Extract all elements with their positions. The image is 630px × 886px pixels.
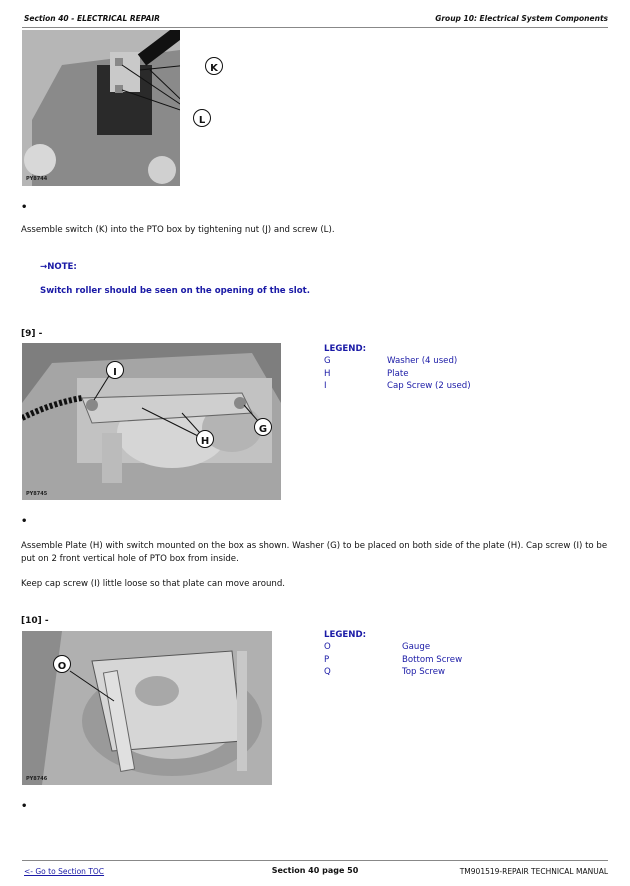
- legend-step-10: [324, 629, 462, 679]
- instruction-text: Assemble switch (K) into the PTO box by tightening nut (J) and screw (L).: [21, 225, 335, 235]
- page-number: Section 40 page 50: [271, 866, 359, 875]
- callout-l: L: [193, 109, 211, 127]
- figure-id: PY8744: [26, 176, 48, 182]
- step-10-label: [10] -: [21, 616, 49, 626]
- legend-item: O Gauge: [324, 642, 431, 652]
- go-to-section-toc-link[interactable]: <- Go to Section TOC: [24, 867, 105, 876]
- figure-id: PY8746: [26, 776, 48, 782]
- figure-py8744: [22, 30, 180, 186]
- callout-o: O: [53, 655, 71, 673]
- legend-item: P Bottom Screw: [324, 654, 463, 665]
- legend-item: H Plate: [324, 368, 409, 379]
- step-9-label: [9] -: [21, 329, 43, 339]
- figure-py8746: [22, 631, 272, 785]
- legend-step-9: [324, 343, 471, 393]
- bullet: •: [21, 202, 28, 213]
- footer-divider: [22, 860, 608, 861]
- callout-h: H: [196, 430, 214, 448]
- section-header: Section 40 - ELECTRICAL REPAIR: [24, 14, 160, 23]
- bullet: •: [21, 801, 28, 812]
- legend-title: LEGEND:: [324, 344, 367, 354]
- callout-g: G: [254, 418, 272, 436]
- group-header: Group 10: Electrical System Components: [435, 14, 608, 23]
- instruction-text: Keep cap screw (I) little loose so that plate can move around.: [21, 579, 286, 589]
- header-divider: [22, 27, 608, 28]
- instruction-text: Assemble Plate (H) with switch mounted on the box as shown. Washer (G) to be placed on both side of the plate (H). Cap screw (I) to be put on 2 front vertical hole of PTO box from inside.: [21, 541, 608, 564]
- note-text: Switch roller should be seen on the opening of the slot.: [40, 286, 310, 296]
- bullet: •: [21, 516, 28, 527]
- figure-py8745: [22, 343, 281, 500]
- callout-k: K: [205, 57, 223, 75]
- callout-i: I: [106, 361, 124, 379]
- manual-id: TM901519-REPAIR TECHNICAL MANUAL: [459, 867, 608, 876]
- note-label: →NOTE:: [40, 262, 77, 272]
- legend-item: I Cap Screw (2 used): [324, 381, 471, 391]
- legend-item: G Washer (4 used): [324, 356, 458, 366]
- figure-id: PY8745: [26, 491, 48, 497]
- legend-title: LEGEND:: [324, 630, 367, 640]
- legend-item: Q Top Screw: [324, 667, 446, 677]
